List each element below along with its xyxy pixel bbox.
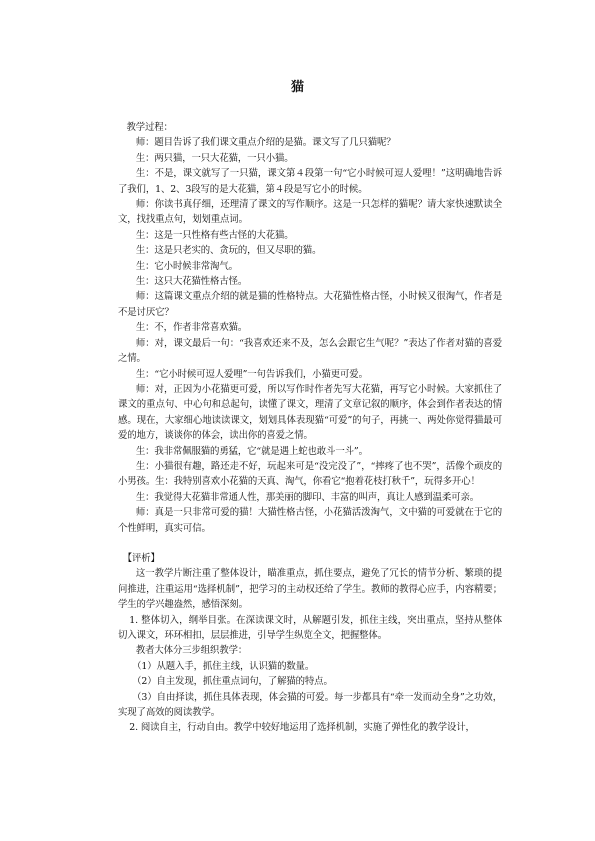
sub-item: （3）自由择读，抓住具体表现，体会猫的可爱。每一步都具有“牵一发而动全身”之功效，实现了高效的阅读教学。: [118, 691, 502, 719]
paragraph: 生：两只猫，一只大花猫，一只小猫。: [135, 152, 294, 164]
document-title: 猫: [290, 80, 304, 95]
paragraph: 生：我觉得大花猫非常通人性，那美丽的脚印、丰富的叫声，真让人感到温柔可亲。: [135, 491, 480, 503]
document-body: [118, 120, 502, 736]
sub-item: （1）从题入手，抓住主线，认识猫的数量。: [132, 660, 315, 672]
paragraph: 生：这是一只性格有些古怪的大花猫。: [135, 229, 294, 241]
paragraph: 生：“它小时候可逗人爱哩”一句告诉我们，小猫更可爱。: [135, 368, 368, 380]
section-heading: 【评析】: [122, 552, 160, 564]
paragraph: 生：不是，课文就写了一只猫，课文第４段第一句“它小时候可逗人爱哩！”这明确地告诉了我们，1、2、3段写的是大花猫，第４段是写它小的时候。: [118, 168, 502, 195]
sub-item: （2）自主发现，抓住重点词句，了解猫的特点。: [132, 676, 333, 688]
paragraph: 生：小猫很有趣，路还走不好，玩起来可是“没完没了”，“摔疼了也不哭”，活像个顽皮的小男孩。生：我特别喜欢小花猫的天真、淘气，你看它“抱着花枝打秋千”，玩得多开心！: [118, 460, 502, 488]
paragraph: 师：真是一只非常可爱的猫！大猫性格古怪，小花猫活泼淘气，文中猫的可爱就在于它的个性鲜明，真实可信。: [118, 507, 502, 534]
numbered-paragraph: 1. 整体切入，纲举目张。在深读课文时，从解题引发，抓住主线，突出重点，坚持从整体切入课文，环环相扣，层层推进，引导学生纵览全文，把握整体。: [118, 614, 502, 641]
paragraph: 教者大体分三步组织教学：: [135, 645, 248, 657]
paragraph: 师：这篇课文重点介绍的就是猫的性格特点。大花猫性格古怪，小时候又很淘气，作者是不是讨厌它？: [118, 291, 502, 318]
numbered-paragraph: 2. 阅读自主，行动自由。教学中较好地运用了选择机制，实施了弹性化的教学设计，: [129, 722, 475, 734]
paragraph: 生：这是只老实的、贪玩的，但又尽职的猫。: [135, 245, 322, 257]
paragraph: 师：题目告诉了我们课文重点介绍的是猫。课文写了几只猫呢？: [135, 137, 396, 149]
paragraph: 师：你读书真仔细，还理清了课文的写作顺序。这是一只怎样的猫呢？请大家快速默读全文，找找重点句，划划重点词。: [118, 199, 502, 226]
paragraph: 生：我非常佩服猫的勇猛，它“就是遇上蛇也敢斗一斗”。: [135, 445, 368, 457]
paragraph: 生：这只大花猫性格古怪。: [135, 276, 248, 288]
paragraph: 师：对，课文最后一句：“我喜欢还来不及，怎么会跟它生气呢？”表达了作者对猫的喜爱之情。: [118, 337, 502, 365]
paragraph: 教学过程：: [126, 122, 173, 133]
paragraph: 生：不，作者非常喜欢猫。: [135, 322, 248, 334]
paragraph: 师：对，正因为小花猫更可爱，所以写作时作者先写大花猫，再写它小时候。大家抓住了课文的重点句、中心句和总起句，读懂了课文，理清了文章记叙的顺序，体会到作者表达的情感。现在，大家细心地读读课文，划划具体表现猫“可爱”的句子，再挑一、两处你觉得猫最可爱的地方，谈谈你的体会，读出你的喜爱之情。: [118, 383, 502, 442]
paragraph: 生：它小时候非常淘气。: [135, 260, 238, 272]
paragraph: 这一教学片断注重了整体设计，瞄准重点，抓住要点，避免了冗长的情节分析、繁琐的提问推进，注重运用“选择机制”，把学习的主动权还给了学生。教师的教得心应手，内容精要；学生的学兴趣盎然，感悟深刻。: [118, 568, 502, 611]
